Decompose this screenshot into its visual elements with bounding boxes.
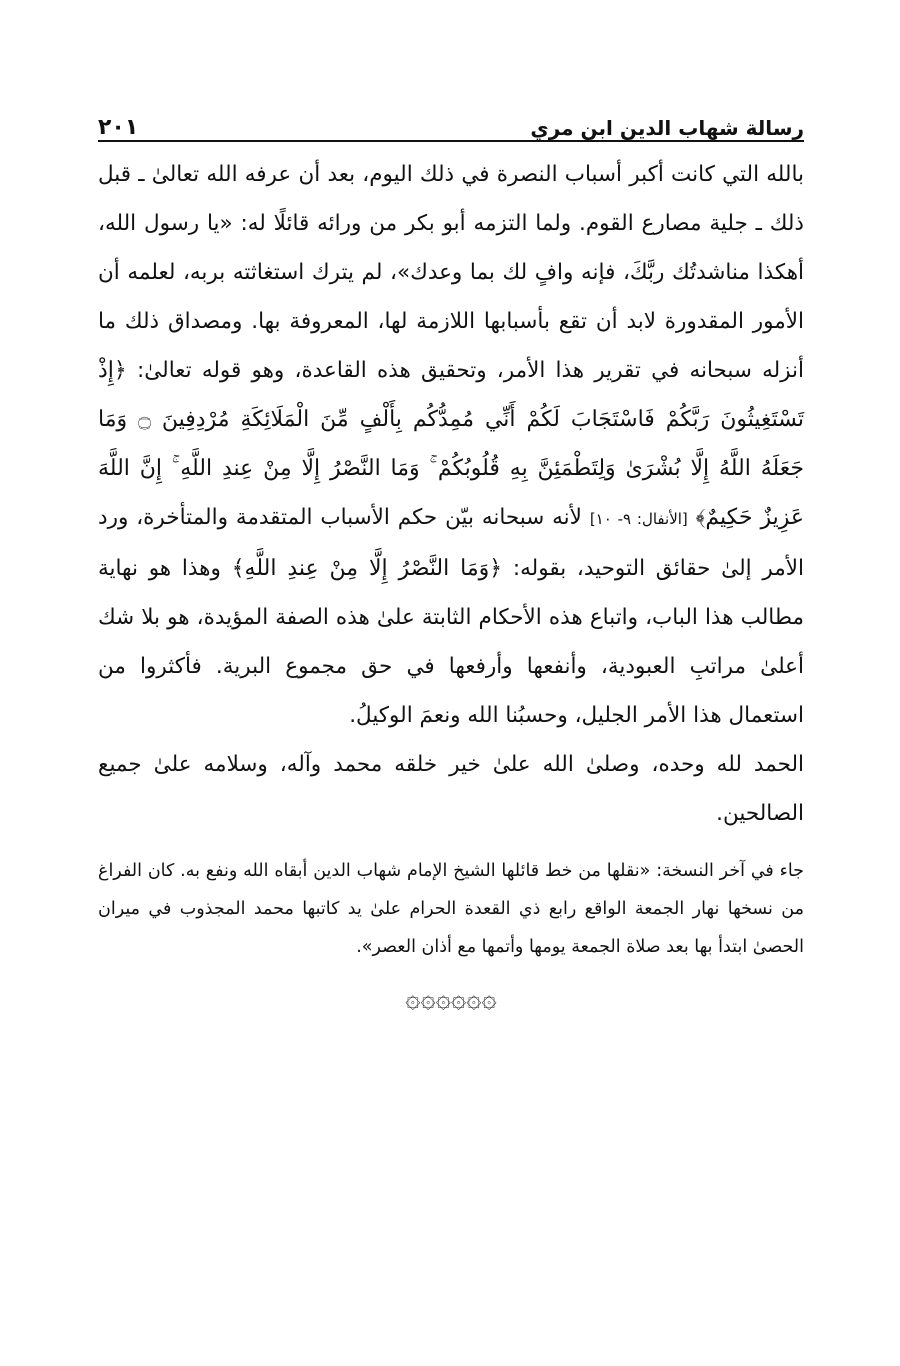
closing-paragraph: الحمد لله وحده، وصلىٰ الله علىٰ خير خلقه محمد وآله، وسلامه علىٰ جميع الصالحين. — [98, 752, 804, 826]
book-page — [98, 100, 804, 1014]
paragraph-main — [98, 150, 804, 740]
running-head — [98, 100, 804, 142]
quran-verse-2: ﴿وَمَا النَّصْرُ إِلَّا مِنْ عِندِ اللَّهِ﴾ — [231, 556, 503, 581]
ornament-divider: ۞۞۞۞۞۞ — [405, 984, 497, 1014]
main-text — [98, 150, 804, 838]
colophon-note — [98, 852, 804, 966]
header-title: رسالة شهاب الدين ابن مري — [530, 116, 804, 140]
text-part-2: لأنه سبحانه بيّن حكم الأسباب المتقدمة والمتأخرة، ورد الأمر إلىٰ حقائق التوحيد، بقوله: — [98, 505, 804, 581]
text-part-1: بالله التي كانت أكبر أسباب النصرة في ذلك اليوم، بعد أن عرفه الله تعالىٰ ـ قبل ذلك ـ جلية مصارع القوم. ولما التزمه أبو بكر من ورائه قائلًا له: «يا رسول الله، أهكذا مناشدتُك ربَّكَ، فإنه وافٍ لك بما وعدك»، لم يترك استغاثته بربه، لعلمه أن الأمور المقدورة لابد أن تقع بأسبابها اللازمة لها، المعروفة بها. ومصداق ذلك ما أنزله سبحانه في تقرير هذا الأمر، وتحقيق هذه القاعدة، وهو قوله تعالىٰ: — [98, 162, 804, 383]
verse-reference-1: [الأنفال: ٩- ١٠] — [589, 510, 688, 528]
page-number: ٢٠١ — [98, 115, 139, 140]
colophon-text: جاء في آخر النسخة: «نقلها من خط قائلها الشيخ الإمام شهاب الدين أبقاه الله ونفع به. كان الفراغ من نسخها نهار الجمعة الواقع رابع ذي القعدة الحرام علىٰ يد كاتبها محمد المجذوب في ميران الحصىٰ ابتدأ بها بعد صلاة الجمعة يومها وأتمها مع أذان العصر». — [98, 861, 804, 957]
quran-verse-1: ﴿إِذْ تَسْتَغِيثُونَ رَبَّكُمْ فَاسْتَجَابَ لَكُمْ أَنِّي مُمِدُّكُم بِأَلْفٍ مِّنَ الْمَلَائِكَةِ مُرْدِفِينَ ۝ وَمَا جَعَلَهُ اللَّهُ إِلَّا بُشْرَىٰ وَلِتَطْمَئِنَّ بِهِ قُلُوبُكُمْ ۚ وَمَا النَّصْرُ إِلَّا مِنْ عِندِ اللَّهِ ۚ إِنَّ اللَّهَ عَزِيزٌ حَكِيمٌ﴾ — [98, 358, 805, 530]
text-part-3: وهذا هو نهاية مطالب هذا الباب، واتباع هذه الأحكام الثابتة علىٰ هذه الصفة المؤيدة، هو بلا شك أعلىٰ مراتبِ العبودية، وأنفعها وأرفعها في حق مجموع البرية. فأكثروا من استعمال هذا الأمر الجليل، وحسبُنا الله ونعمَ الوكيلُ. — [98, 556, 804, 728]
